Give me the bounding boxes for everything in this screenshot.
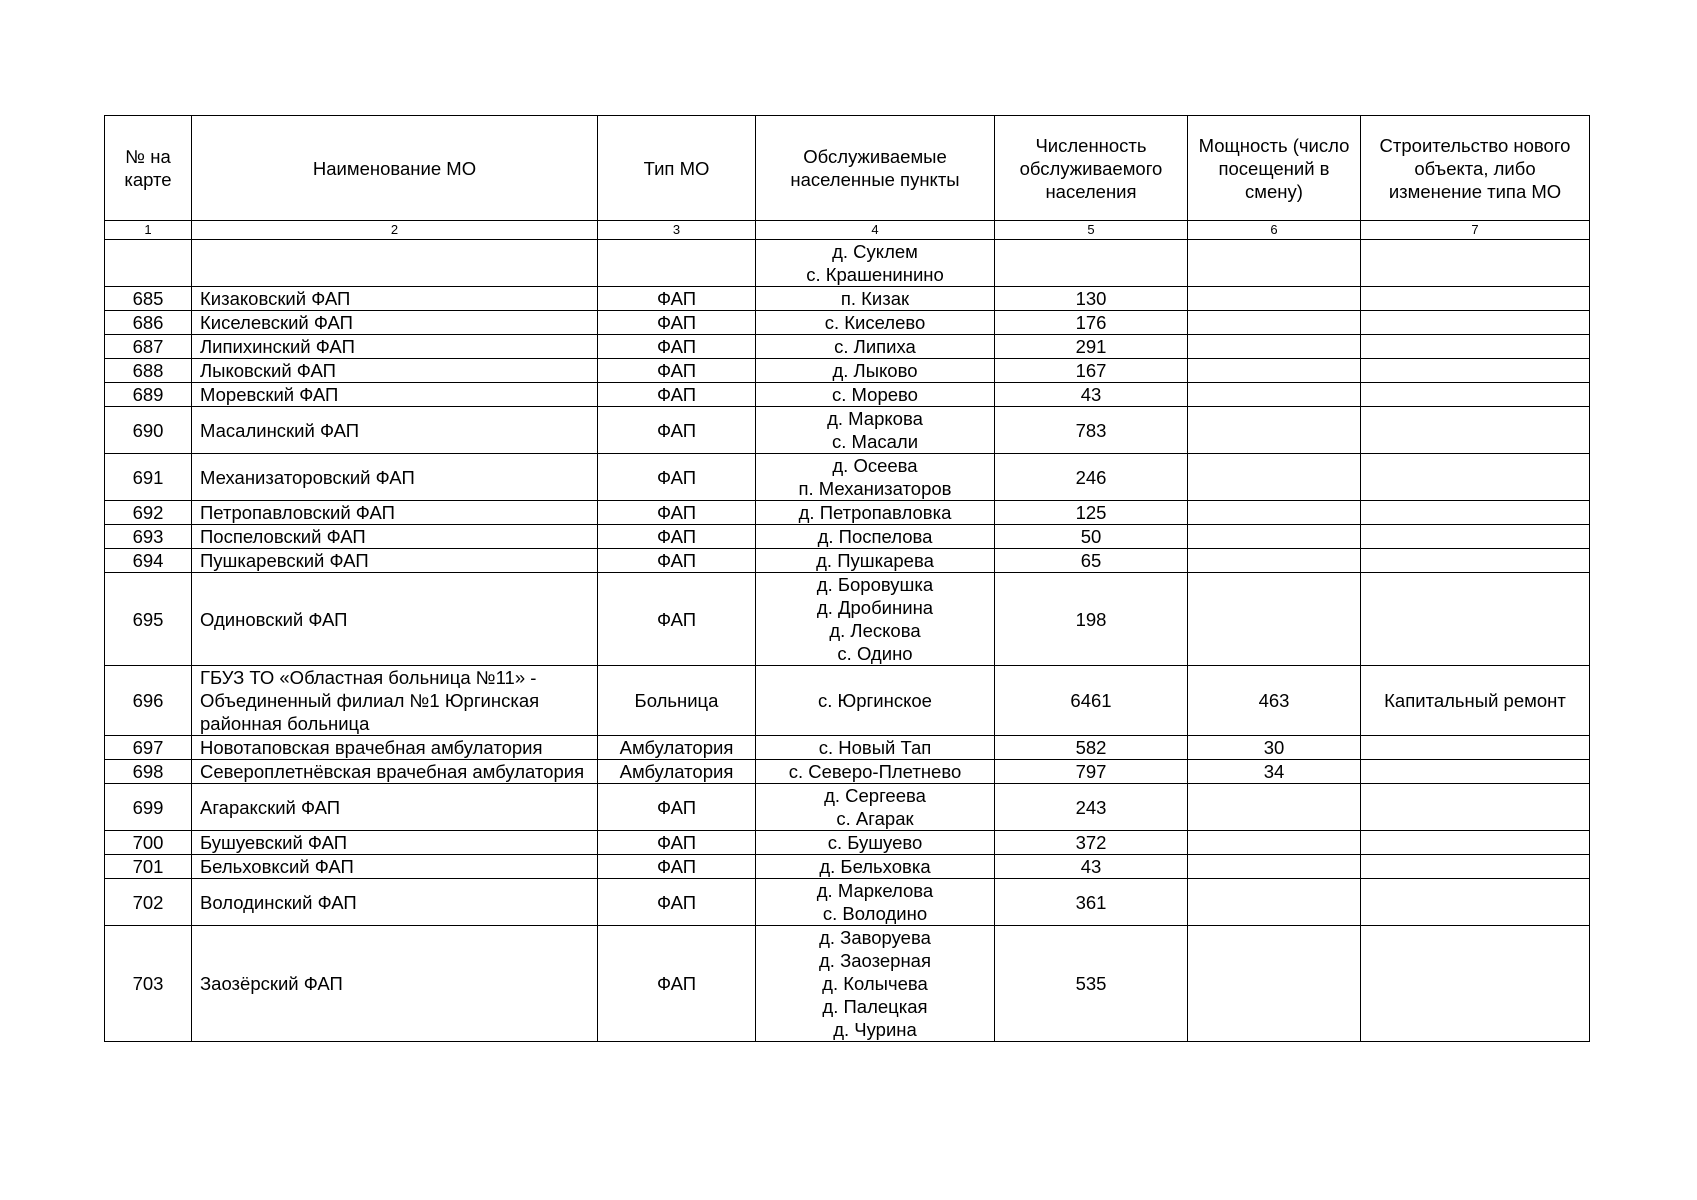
table-body: [105, 240, 1590, 1042]
construction-cell: [1361, 335, 1590, 359]
settlement-item: д. Лескова: [829, 620, 921, 641]
settlement-item: с. Володино: [822, 903, 928, 924]
construction-cell: Капитальный ремонт: [1361, 666, 1590, 736]
header-row: [105, 116, 1590, 221]
capacity-cell: [1188, 454, 1361, 501]
settlement-item: д. Заворуева: [819, 927, 931, 948]
map-number-cell: 690: [105, 407, 192, 454]
table-row: [105, 666, 1590, 736]
population-cell: 535: [995, 926, 1188, 1042]
facility-name-cell: Бельховксий ФАП: [192, 855, 598, 879]
population-cell: 6461: [995, 666, 1188, 736]
table-row: [105, 383, 1590, 407]
facility-name-cell: ГБУЗ ТО «Областная больница №11» - Объединенный филиал №1 Юргинская районная больница: [192, 666, 598, 736]
facility-name-cell: [192, 240, 598, 287]
facility-name-cell: Моревский ФАП: [192, 383, 598, 407]
population-cell: 176: [995, 311, 1188, 335]
facility-type-cell: ФАП: [598, 926, 756, 1042]
column-header-settlements: Обслуживаемые населенные пункты: [756, 116, 995, 221]
population-cell: 167: [995, 359, 1188, 383]
table-row: [105, 831, 1590, 855]
construction-cell: [1361, 359, 1590, 383]
capacity-cell: 463: [1188, 666, 1361, 736]
construction-cell: [1361, 407, 1590, 454]
capacity-cell: [1188, 855, 1361, 879]
construction-cell: [1361, 855, 1590, 879]
column-number-row: [105, 221, 1590, 240]
construction-cell: [1361, 736, 1590, 760]
capacity-cell: [1188, 287, 1361, 311]
settlement-item: д. Бельховка: [819, 856, 931, 877]
facility-type-cell: ФАП: [598, 501, 756, 525]
facility-type-cell: ФАП: [598, 383, 756, 407]
settlement-item: д. Суклем: [832, 241, 918, 262]
facility-name-cell: Масалинский ФАП: [192, 407, 598, 454]
column-number: 7: [1361, 221, 1590, 240]
table-row: [105, 454, 1590, 501]
settlement-item: с. Морево: [832, 384, 918, 405]
facility-type-cell: ФАП: [598, 525, 756, 549]
settlements-cell: [756, 736, 995, 760]
facility-name-cell: Кизаковский ФАП: [192, 287, 598, 311]
map-number-cell: [105, 240, 192, 287]
map-number-cell: 696: [105, 666, 192, 736]
population-cell: 291: [995, 335, 1188, 359]
population-cell: 372: [995, 831, 1188, 855]
construction-cell: [1361, 240, 1590, 287]
column-header-type: Тип МО: [598, 116, 756, 221]
table-row: [105, 240, 1590, 287]
population-cell: 130: [995, 287, 1188, 311]
map-number-cell: 695: [105, 573, 192, 666]
facility-type-cell: Амбулатория: [598, 736, 756, 760]
table-row: [105, 359, 1590, 383]
settlement-item: с. Северо-Плетнево: [788, 761, 962, 782]
facility-type-cell: ФАП: [598, 454, 756, 501]
map-number-cell: 692: [105, 501, 192, 525]
column-number: 6: [1188, 221, 1361, 240]
capacity-cell: [1188, 784, 1361, 831]
population-cell: 246: [995, 454, 1188, 501]
column-number: 1: [105, 221, 192, 240]
capacity-cell: [1188, 311, 1361, 335]
population-cell: 243: [995, 784, 1188, 831]
population-cell: 797: [995, 760, 1188, 784]
settlements-cell: [756, 525, 995, 549]
population-cell: [995, 240, 1188, 287]
capacity-cell: [1188, 407, 1361, 454]
map-number-cell: 686: [105, 311, 192, 335]
settlement-item: д. Лыково: [832, 360, 918, 381]
table-row: [105, 525, 1590, 549]
map-number-cell: 691: [105, 454, 192, 501]
settlement-item: д. Поспелова: [817, 526, 933, 547]
table-row: [105, 736, 1590, 760]
capacity-cell: [1188, 335, 1361, 359]
facility-name-cell: Механизаторовский ФАП: [192, 454, 598, 501]
settlements-cell: [756, 335, 995, 359]
capacity-cell: [1188, 383, 1361, 407]
facility-name-cell: Петропавловский ФАП: [192, 501, 598, 525]
map-number-cell: 688: [105, 359, 192, 383]
settlements-cell: [756, 784, 995, 831]
column-number: 3: [598, 221, 756, 240]
construction-cell: [1361, 879, 1590, 926]
column-header-population: Численность обслуживаемого населения: [995, 116, 1188, 221]
facility-type-cell: ФАП: [598, 784, 756, 831]
map-number-cell: 687: [105, 335, 192, 359]
settlement-item: с. Одино: [837, 643, 913, 664]
construction-cell: [1361, 501, 1590, 525]
settlement-item: с. Киселево: [824, 312, 926, 333]
table-row: [105, 784, 1590, 831]
facility-name-cell: Поспеловский ФАП: [192, 525, 598, 549]
table-row: [105, 407, 1590, 454]
table-row: [105, 549, 1590, 573]
map-number-cell: 701: [105, 855, 192, 879]
facility-name-cell: Володинский ФАП: [192, 879, 598, 926]
settlement-item: д. Осеева: [832, 455, 918, 476]
map-number-cell: 698: [105, 760, 192, 784]
settlement-item: д. Боровушка: [816, 574, 934, 595]
settlements-cell: [756, 573, 995, 666]
population-cell: 198: [995, 573, 1188, 666]
settlements-cell: [756, 359, 995, 383]
settlement-item: п. Механизаторов: [798, 478, 952, 499]
population-cell: 783: [995, 407, 1188, 454]
column-number: 5: [995, 221, 1188, 240]
settlement-item: п. Кизак: [840, 288, 910, 309]
settlement-item: д. Заозерная: [819, 950, 931, 971]
map-number-cell: 700: [105, 831, 192, 855]
facility-name-cell: Липихинский ФАП: [192, 335, 598, 359]
population-cell: 361: [995, 879, 1188, 926]
capacity-cell: [1188, 879, 1361, 926]
settlement-item: с. Юргинское: [818, 690, 932, 711]
settlements-cell: [756, 549, 995, 573]
facility-name-cell: Североплетнёвская врачебная амбулатория: [192, 760, 598, 784]
table-row: [105, 287, 1590, 311]
construction-cell: [1361, 454, 1590, 501]
facility-type-cell: ФАП: [598, 573, 756, 666]
capacity-cell: [1188, 573, 1361, 666]
construction-cell: [1361, 760, 1590, 784]
settlements-cell: [756, 879, 995, 926]
facilities-table: [104, 115, 1590, 1042]
capacity-cell: [1188, 240, 1361, 287]
settlements-cell: [756, 240, 995, 287]
settlements-cell: [756, 407, 995, 454]
facility-name-cell: Новотаповская врачебная амбулатория: [192, 736, 598, 760]
settlement-item: с. Липиха: [834, 336, 916, 357]
construction-cell: [1361, 311, 1590, 335]
map-number-cell: 697: [105, 736, 192, 760]
facility-type-cell: Амбулатория: [598, 760, 756, 784]
settlement-item: д. Дробинина: [816, 597, 934, 618]
construction-cell: [1361, 784, 1590, 831]
settlement-item: с. Крашенинино: [806, 264, 944, 285]
settlement-item: д. Колычева: [822, 973, 928, 994]
facility-type-cell: ФАП: [598, 855, 756, 879]
map-number-cell: 693: [105, 525, 192, 549]
settlements-cell: [756, 287, 995, 311]
table-row: [105, 311, 1590, 335]
population-cell: 582: [995, 736, 1188, 760]
table-row: [105, 760, 1590, 784]
table-row: [105, 879, 1590, 926]
settlement-item: д. Маркова: [827, 408, 923, 429]
map-number-cell: 689: [105, 383, 192, 407]
settlements-cell: [756, 454, 995, 501]
table-row: [105, 855, 1590, 879]
map-number-cell: 694: [105, 549, 192, 573]
capacity-cell: [1188, 501, 1361, 525]
facility-type-cell: ФАП: [598, 879, 756, 926]
capacity-cell: 34: [1188, 760, 1361, 784]
settlements-cell: [756, 831, 995, 855]
construction-cell: [1361, 525, 1590, 549]
map-number-cell: 685: [105, 287, 192, 311]
construction-cell: [1361, 287, 1590, 311]
column-number: 2: [192, 221, 598, 240]
facility-type-cell: [598, 240, 756, 287]
settlement-item: д. Маркелова: [816, 880, 934, 901]
facility-name-cell: Агаракский ФАП: [192, 784, 598, 831]
settlements-cell: [756, 760, 995, 784]
map-number-cell: 703: [105, 926, 192, 1042]
facility-name-cell: Бушуевский ФАП: [192, 831, 598, 855]
settlement-item: д. Палецкая: [822, 996, 928, 1017]
facility-type-cell: ФАП: [598, 407, 756, 454]
construction-cell: [1361, 831, 1590, 855]
capacity-cell: 30: [1188, 736, 1361, 760]
construction-cell: [1361, 573, 1590, 666]
facility-name-cell: Лыковский ФАП: [192, 359, 598, 383]
facility-name-cell: Одиновский ФАП: [192, 573, 598, 666]
settlements-cell: [756, 311, 995, 335]
construction-cell: [1361, 383, 1590, 407]
column-number: 4: [756, 221, 995, 240]
map-number-cell: 702: [105, 879, 192, 926]
settlement-item: с. Агарак: [836, 808, 914, 829]
settlement-item: д. Петропавловка: [798, 502, 952, 523]
column-header-capacity: Мощность (число посещений в смену): [1188, 116, 1361, 221]
population-cell: 50: [995, 525, 1188, 549]
construction-cell: [1361, 926, 1590, 1042]
settlement-item: с. Новый Тап: [818, 737, 932, 758]
population-cell: 125: [995, 501, 1188, 525]
facility-type-cell: Больница: [598, 666, 756, 736]
settlement-item: д. Сергеева: [824, 785, 926, 806]
settlements-cell: [756, 855, 995, 879]
column-header-map-number: № на карте: [105, 116, 192, 221]
settlement-item: д. Чурина: [833, 1019, 917, 1040]
capacity-cell: [1188, 525, 1361, 549]
capacity-cell: [1188, 926, 1361, 1042]
facility-name-cell: Пушкаревский ФАП: [192, 549, 598, 573]
facility-type-cell: ФАП: [598, 549, 756, 573]
capacity-cell: [1188, 549, 1361, 573]
table-row: [105, 573, 1590, 666]
settlement-item: д. Пушкарева: [816, 550, 934, 571]
settlements-cell: [756, 666, 995, 736]
table-row: [105, 926, 1590, 1042]
column-header-name: Наименование МО: [192, 116, 598, 221]
facility-type-cell: ФАП: [598, 311, 756, 335]
facility-type-cell: ФАП: [598, 335, 756, 359]
facility-name-cell: Киселевский ФАП: [192, 311, 598, 335]
population-cell: 43: [995, 383, 1188, 407]
facility-name-cell: Заозёрский ФАП: [192, 926, 598, 1042]
settlements-cell: [756, 383, 995, 407]
population-cell: 65: [995, 549, 1188, 573]
settlement-item: с. Бушуево: [827, 832, 923, 853]
capacity-cell: [1188, 831, 1361, 855]
map-number-cell: 699: [105, 784, 192, 831]
settlements-cell: [756, 926, 995, 1042]
settlement-item: с. Масали: [831, 431, 919, 452]
table-row: [105, 501, 1590, 525]
facility-type-cell: ФАП: [598, 831, 756, 855]
settlements-cell: [756, 501, 995, 525]
construction-cell: [1361, 549, 1590, 573]
population-cell: 43: [995, 855, 1188, 879]
facility-type-cell: ФАП: [598, 359, 756, 383]
capacity-cell: [1188, 359, 1361, 383]
column-header-construction: Строительство нового объекта, либо изменение типа МО: [1361, 116, 1590, 221]
facility-type-cell: ФАП: [598, 287, 756, 311]
table-row: [105, 335, 1590, 359]
